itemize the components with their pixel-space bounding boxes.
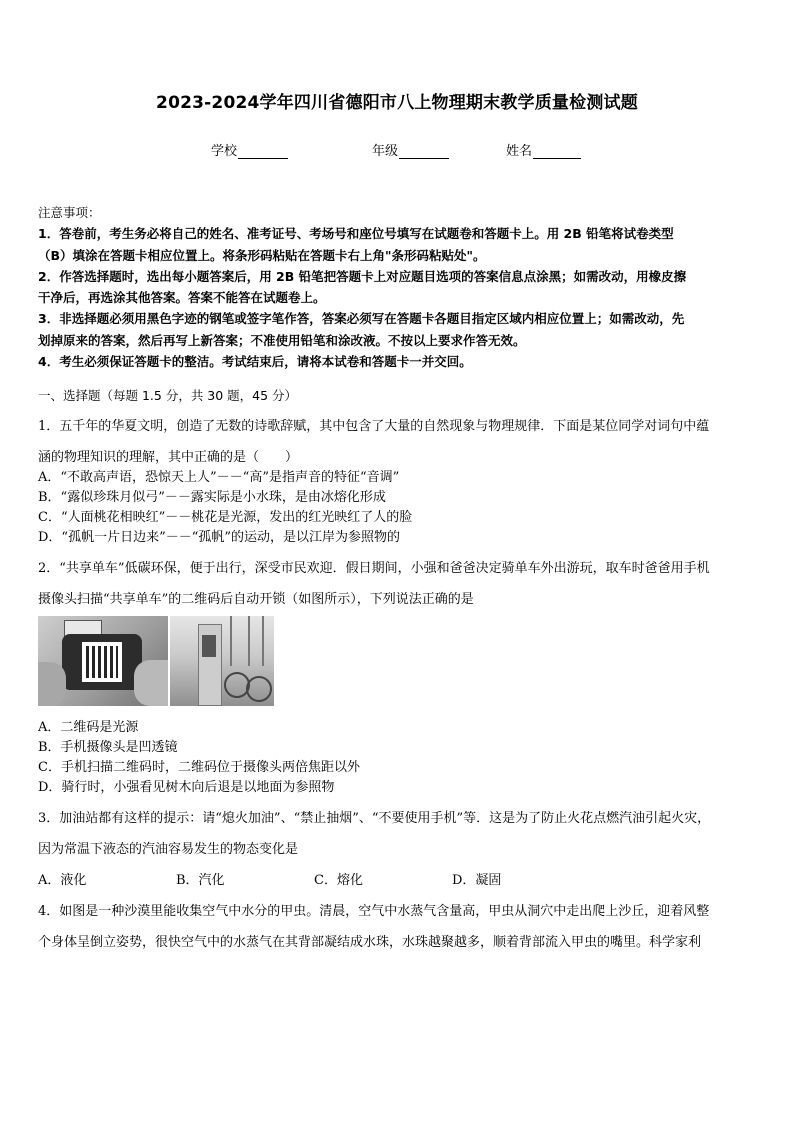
grade-blank[interactable] <box>399 144 449 159</box>
question-2 <box>38 559 760 610</box>
notice-line: 2．作答选择题时，选出每小题答案后，用 2B 铅笔把答题卡上对应题目选项的答案信息点涂黑；如需改动，用橡皮擦 <box>38 268 687 284</box>
question-stem: 1．五千年的华夏文明，创造了无数的诗歌辞赋，其中包含了大量的自然现象与物理规律．下面是某位同学对词句中蕴 <box>38 419 710 434</box>
q3-option-d: D．凝固 <box>452 873 502 888</box>
question-stem: 4．如图是一种沙漠里能收集空气中水分的甲虫。清晨，空气中水蒸气含量高，甲虫从洞穴中走出爬上沙丘，迎着风整 <box>38 904 710 919</box>
notice-line: 1．答卷前，考生务必将自己的姓名、准考证号、考场号和座位号填写在试题卷和答题卡上。用 2B 铅笔将试卷类型 <box>38 226 674 242</box>
q3-option-a: A．液化 <box>38 873 87 888</box>
question-4 <box>38 902 760 953</box>
q1-option-d: D．“孤帆一片日边来”－－“孤帆”的运动，是以江岸为参照物的 <box>38 530 401 545</box>
name-label: 姓名 <box>506 144 533 159</box>
questions-area <box>38 386 760 953</box>
q2-option-c: C．手机扫描二维码时，二维码位于摄像头两倍焦距以外 <box>38 760 360 775</box>
tree-icon <box>230 616 232 666</box>
q1-option-c: C．“人面桃花相映红”－－桃花是光源，发出的红光映红了人的脸 <box>38 510 413 525</box>
question-stem: 2．“共享单车”低碳环保，便于出行，深受市民欢迎．假日期间，小强和爸爸决定骑单车外出游玩，取车时爸爸用手机 <box>38 561 710 576</box>
question-stem: 摄像头扫描“共享单车”的二维码后自动开锁（如图所示），下列说法正确的是 <box>38 592 474 607</box>
name-field <box>506 140 581 159</box>
q3-options <box>38 871 760 891</box>
grade-field <box>372 140 449 159</box>
tree-icon <box>262 616 264 666</box>
qr-bike-figure <box>38 616 274 710</box>
notice-section <box>38 202 758 372</box>
q3-option-c: C．熔化 <box>314 873 363 888</box>
question-1 <box>38 417 760 468</box>
page-title: 2023-2024学年四川省德阳市八上物理期末教学质量检测试题 <box>156 93 638 113</box>
q1-option-a: A．“不敢高声语，恐惊天上人”－－“高”是指声音的特征“音调” <box>38 470 400 485</box>
notice-line: 4．考生必须保证答题卡的整洁。考试结束后，请将本试卷和答题卡一并交回。 <box>38 354 472 370</box>
school-field <box>211 140 288 159</box>
bike-wheel-icon <box>246 676 272 702</box>
question-stem: 涵的物理知识的理解，其中正确的是（ ） <box>38 450 299 465</box>
question-stem: 个身体呈倒立姿势，很快空气中的水蒸气在其背部凝结成水珠，水珠越聚越多，顺着背部流入甲虫的嘴里。科学家利 <box>38 935 702 950</box>
phone-screen <box>82 642 122 682</box>
phone-scan-photo <box>38 616 168 706</box>
section-heading: 一、选择题（每题 1.5 分，共 30 题，45 分） <box>38 388 298 403</box>
q2-option-a: A．二维码是光源 <box>38 720 139 735</box>
q2-option-d: D．骑行时，小强看见树木向后退是以地面为参照物 <box>38 780 335 795</box>
school-label: 学校 <box>211 144 238 159</box>
question-stem: 因为常温下液态的汽油容易发生的物态变化是 <box>38 842 299 857</box>
phone-icon <box>62 634 142 690</box>
bike-dock-post <box>198 624 222 706</box>
hand-icon <box>134 660 168 706</box>
school-blank[interactable] <box>238 144 288 159</box>
name-blank[interactable] <box>533 144 581 159</box>
bike-station-photo <box>170 616 274 706</box>
q3-option-b: B．汽化 <box>176 873 225 888</box>
notice-line: （B）填涂在答题卡相应位置上。将条形码粘贴在答题卡右上角"条形码粘贴处"。 <box>38 247 486 263</box>
q2-option-b: B．手机摄像头是凹透镜 <box>38 740 178 755</box>
question-3 <box>38 809 760 860</box>
question-stem: 3．加油站都有这样的提示：请“熄火加油”、“禁止抽烟”、“不要使用手机”等．这是为了防止火花点燃汽油引起火灾， <box>38 811 711 826</box>
q1-option-b: B．“露似珍珠月似弓”－－露实际是小水珠，是由冰熔化形成 <box>38 490 386 505</box>
qr-code-icon <box>86 646 118 678</box>
notice-line: 3．非选择题必须用黑色字迹的钢笔或签字笔作答，答案必须写在答题卡各题目指定区域内相应位置上；如需改动，先 <box>38 311 685 327</box>
dock-panel <box>202 635 216 657</box>
tree-icon <box>248 616 250 666</box>
notice-line: 划掉原来的答案，然后再写上新答案；不准使用铅笔和涂改液。不按以上要求作答无效。 <box>38 332 526 348</box>
grade-label: 年级 <box>372 144 399 159</box>
student-info-row <box>0 140 794 160</box>
notice-line: 干净后，再选涂其他答案。答案不能答在试题卷上。 <box>38 290 326 306</box>
notice-heading: 注意事项： <box>38 205 101 220</box>
hand-icon <box>38 662 66 706</box>
